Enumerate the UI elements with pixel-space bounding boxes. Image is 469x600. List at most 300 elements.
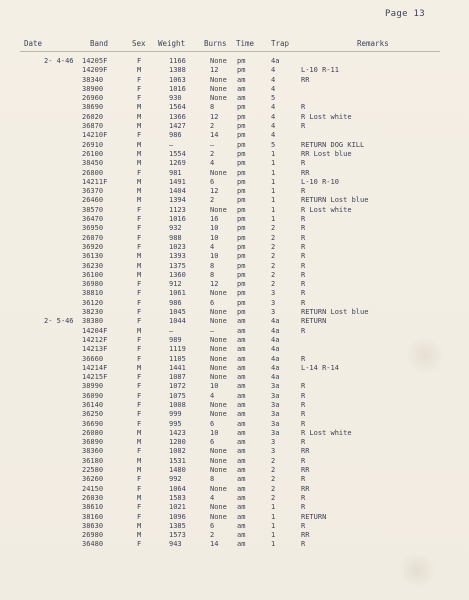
cell-trap: 4	[271, 103, 276, 112]
cell-time: am	[237, 521, 246, 530]
table-row	[0, 243, 469, 252]
cell-band: 36230	[82, 261, 104, 270]
cell-weight: 943	[169, 540, 182, 549]
cell-remarks: R	[301, 493, 306, 502]
cell-sex: F	[137, 224, 142, 233]
cell-trap: 4	[271, 84, 276, 93]
cell-band: 38380	[82, 317, 104, 326]
cell-burns: None	[210, 354, 227, 363]
cell-burns: None	[210, 447, 227, 456]
cell-burns: None	[210, 503, 227, 512]
table-row	[0, 355, 469, 364]
cell-band: 38230	[82, 308, 104, 317]
cell-trap: 4a	[271, 57, 280, 65]
cell-sex: F	[137, 419, 142, 428]
cell-weight: 932	[169, 224, 182, 233]
table-row	[0, 447, 469, 456]
cell-time: pm	[237, 140, 246, 149]
cell-time: am	[237, 373, 246, 382]
cell-sex: F	[137, 354, 142, 363]
cell-trap: 2	[271, 261, 276, 270]
cell-remarks: R	[301, 475, 306, 484]
cell-burns: 2	[210, 122, 215, 131]
cell-trap: 2	[271, 270, 276, 279]
cell-burns: None	[210, 410, 227, 419]
cell-sex: F	[137, 503, 142, 512]
cell-sex: F	[137, 168, 142, 177]
paper-stain	[395, 555, 440, 585]
cell-trap: 4a	[271, 354, 280, 363]
cell-trap: 4	[271, 66, 276, 75]
cell-time: am	[237, 326, 246, 335]
table-row	[0, 345, 469, 354]
cell-trap: 2	[271, 475, 276, 484]
table-row	[0, 317, 469, 326]
cell-remarks: R	[301, 224, 306, 233]
cell-trap: 4	[271, 122, 276, 131]
table-row	[0, 513, 469, 522]
cell-weight: 999	[169, 410, 182, 419]
header-remarks: Remarks	[357, 39, 389, 48]
table-row	[0, 401, 469, 410]
table-row	[0, 327, 469, 336]
table-row	[0, 196, 469, 205]
cell-sex: F	[137, 131, 142, 140]
cell-burns: None	[210, 75, 227, 84]
cell-remarks: R	[301, 419, 306, 428]
cell-burns: None	[210, 335, 227, 344]
table-row	[0, 382, 469, 391]
table-row	[0, 299, 469, 308]
cell-band: 14209F	[82, 66, 108, 75]
cell-sex: M	[137, 140, 142, 149]
cell-band: 14210F	[82, 131, 108, 140]
cell-time: am	[237, 335, 246, 344]
cell-weight: 1583	[169, 493, 186, 502]
cell-band: 26960	[82, 94, 104, 103]
cell-remarks: R Lost white	[301, 428, 352, 437]
cell-weight: —	[169, 140, 174, 149]
cell-trap: 3	[271, 298, 276, 307]
cell-band: 36980	[82, 280, 104, 289]
cell-trap: 3a	[271, 382, 280, 391]
cell-time: pm	[237, 103, 246, 112]
table-row	[0, 336, 469, 345]
cell-time: am	[237, 438, 246, 447]
cell-band: 26080	[82, 428, 104, 437]
cell-remarks: L-10 R-10	[301, 177, 339, 186]
cell-burns: 12	[210, 66, 219, 75]
cell-time: pm	[237, 149, 246, 158]
cell-weight: 1044	[169, 317, 186, 326]
cell-trap: 1	[271, 187, 276, 196]
cell-trap: 3a	[271, 391, 280, 400]
cell-remarks: R	[301, 280, 306, 289]
cell-band: 38360	[82, 447, 104, 456]
cell-remarks: RETURN Lost blue	[301, 308, 369, 317]
cell-band: 38450	[82, 159, 104, 168]
cell-remarks: RETURN	[301, 512, 327, 521]
table-row	[0, 373, 469, 382]
table-row	[0, 76, 469, 85]
cell-trap: 3	[271, 438, 276, 447]
cell-remarks: L-14 R-14	[301, 363, 339, 372]
cell-weight: 1531	[169, 456, 186, 465]
cell-burns: 10	[210, 233, 219, 242]
cell-trap: 2	[271, 484, 276, 493]
cell-weight: 1123	[169, 205, 186, 214]
cell-time: am	[237, 363, 246, 372]
cell-band: 36920	[82, 242, 104, 251]
table-row	[0, 271, 469, 280]
cell-burns: None	[210, 308, 227, 317]
cell-trap: 1	[271, 205, 276, 214]
cell-remarks: R Lost white	[301, 112, 352, 121]
header-burns: Burns	[204, 39, 227, 48]
table-row	[0, 187, 469, 196]
cell-remarks: R	[301, 456, 306, 465]
cell-band: 36690	[82, 419, 104, 428]
cell-remarks: R	[301, 540, 306, 549]
table-row	[0, 234, 469, 243]
cell-burns: None	[210, 363, 227, 372]
cell-band: 14205F	[82, 57, 108, 65]
cell-sex: M	[137, 521, 142, 530]
cell-remarks: RR	[301, 531, 310, 540]
cell-band: 26100	[82, 149, 104, 158]
cell-remarks: RETURN Lost blue	[301, 196, 369, 205]
cell-trap: 1	[271, 531, 276, 540]
cell-sex: M	[137, 177, 142, 186]
cell-time: pm	[237, 159, 246, 168]
page-number: Page 13	[384, 9, 425, 19]
cell-remarks: R	[301, 354, 306, 363]
cell-remarks: R	[301, 122, 306, 131]
cell-burns: None	[210, 289, 227, 298]
cell-remarks: RETURN DOG KILL	[301, 140, 365, 149]
cell-weight: 1480	[169, 466, 186, 475]
cell-band: 14213F	[82, 345, 108, 354]
cell-time: pm	[237, 252, 246, 261]
cell-burns: None	[210, 94, 227, 103]
cell-band: 38690	[82, 103, 104, 112]
table-row	[0, 410, 469, 419]
cell-remarks: RR	[301, 168, 310, 177]
cell-trap: 5	[271, 140, 276, 149]
cell-weight: 981	[169, 168, 182, 177]
cell-band: 36180	[82, 456, 104, 465]
cell-time: am	[237, 317, 246, 326]
cell-time: pm	[237, 57, 246, 65]
table-row	[0, 85, 469, 94]
cell-trap: 3a	[271, 400, 280, 409]
cell-sex: F	[137, 298, 142, 307]
cell-burns: —	[210, 326, 215, 335]
cell-time: pm	[237, 131, 246, 140]
cell-burns: None	[210, 512, 227, 521]
table-row	[0, 169, 469, 178]
cell-trap: 4	[271, 131, 276, 140]
cell-sex: F	[137, 540, 142, 549]
cell-burns: 4	[210, 159, 215, 168]
cell-sex: M	[137, 196, 142, 205]
cell-band: 38340	[82, 75, 104, 84]
cell-sex: F	[137, 215, 142, 224]
cell-remarks: R	[301, 326, 306, 335]
cell-weight: 1063	[169, 75, 186, 84]
cell-weight: 1366	[169, 112, 186, 121]
cell-time: pm	[237, 112, 246, 121]
cell-burns: None	[210, 84, 227, 93]
cell-band: 26910	[82, 140, 104, 149]
cell-burns: None	[210, 466, 227, 475]
cell-band: 36100	[82, 270, 104, 279]
table-row	[0, 522, 469, 531]
cell-trap: 4	[271, 75, 276, 84]
cell-sex: M	[137, 261, 142, 270]
cell-band: 36480	[82, 540, 104, 549]
cell-time: am	[237, 456, 246, 465]
cell-remarks: R	[301, 503, 306, 512]
table-row	[0, 308, 469, 317]
cell-weight: 1045	[169, 308, 186, 317]
table-row	[0, 475, 469, 484]
table-row	[0, 159, 469, 168]
cell-sex: F	[137, 289, 142, 298]
cell-burns: 4	[210, 242, 215, 251]
cell-sex: M	[137, 326, 142, 335]
header-rule	[20, 51, 440, 52]
cell-burns: 10	[210, 252, 219, 261]
table-row	[0, 94, 469, 103]
cell-time: am	[237, 382, 246, 391]
cell-remarks: RR Lost blue	[301, 149, 352, 158]
header-sex: Sex	[132, 39, 146, 48]
cell-time: am	[237, 428, 246, 437]
cell-burns: 6	[210, 177, 215, 186]
cell-sex: F	[137, 94, 142, 103]
cell-band: 26980	[82, 531, 104, 540]
cell-band: 38630	[82, 521, 104, 530]
cell-weight: 1564	[169, 103, 186, 112]
cell-burns: 12	[210, 280, 219, 289]
cell-band: 36370	[82, 187, 104, 196]
cell-band: 14214F	[82, 363, 108, 372]
cell-time: pm	[237, 168, 246, 177]
cell-weight: 1393	[169, 252, 186, 261]
table-row	[0, 122, 469, 131]
cell-burns: None	[210, 345, 227, 354]
cell-sex: M	[137, 149, 142, 158]
table-row	[0, 57, 469, 66]
cell-sex: M	[137, 112, 142, 121]
cell-trap: 2	[271, 466, 276, 475]
cell-sex: F	[137, 400, 142, 409]
cell-remarks: L-10 R-11	[301, 66, 339, 75]
table-header	[0, 39, 469, 49]
cell-trap: 4a	[271, 345, 280, 354]
cell-trap: 1	[271, 540, 276, 549]
cell-time: pm	[237, 205, 246, 214]
cell-time: pm	[237, 242, 246, 251]
cell-sex: F	[137, 475, 142, 484]
cell-band: 36470	[82, 215, 104, 224]
cell-weight: 1423	[169, 428, 186, 437]
cell-weight: 1105	[169, 354, 186, 363]
cell-trap: 3	[271, 447, 276, 456]
cell-trap: 2	[271, 280, 276, 289]
cell-burns: 8	[210, 475, 215, 484]
cell-weight: 1016	[169, 215, 186, 224]
cell-sex: F	[137, 410, 142, 419]
cell-time: am	[237, 94, 246, 103]
cell-weight: 1075	[169, 391, 186, 400]
cell-sex: M	[137, 363, 142, 372]
cell-remarks: R	[301, 382, 306, 391]
cell-weight: 1385	[169, 521, 186, 530]
cell-sex: F	[137, 280, 142, 289]
cell-sex: F	[137, 84, 142, 93]
cell-trap: 4a	[271, 335, 280, 344]
cell-weight: 1394	[169, 196, 186, 205]
cell-sex: F	[137, 233, 142, 242]
cell-weight: 988	[169, 233, 182, 242]
cell-band: 36090	[82, 391, 104, 400]
cell-sex: F	[137, 382, 142, 391]
cell-trap: 1	[271, 168, 276, 177]
cell-trap: 4a	[271, 373, 280, 382]
cell-trap: 3	[271, 289, 276, 298]
cell-sex: F	[137, 242, 142, 251]
cell-sex: F	[137, 205, 142, 214]
cell-trap: 2	[271, 224, 276, 233]
cell-sex: M	[137, 187, 142, 196]
cell-remarks: R	[301, 438, 306, 447]
cell-weight: 1008	[169, 400, 186, 409]
cell-time: am	[237, 512, 246, 521]
cell-weight: 1021	[169, 503, 186, 512]
cell-band: 36870	[82, 122, 104, 131]
cell-time: am	[237, 475, 246, 484]
cell-sex: F	[137, 391, 142, 400]
cell-band: 14215F	[82, 373, 108, 382]
table-row	[0, 150, 469, 159]
cell-weight: —	[169, 326, 174, 335]
cell-sex: M	[137, 66, 142, 75]
table-row	[0, 392, 469, 401]
table-row	[0, 131, 469, 140]
cell-time: pm	[237, 196, 246, 205]
cell-time: am	[237, 493, 246, 502]
cell-sex: M	[137, 531, 142, 540]
cell-sex: M	[137, 252, 142, 261]
cell-trap: 3a	[271, 419, 280, 428]
cell-band: 36660	[82, 354, 104, 363]
cell-burns: None	[210, 168, 227, 177]
cell-time: am	[237, 75, 246, 84]
cell-band: 38810	[82, 289, 104, 298]
cell-time: am	[237, 466, 246, 475]
cell-band: 36130	[82, 252, 104, 261]
cell-burns: —	[210, 140, 215, 149]
cell-time: pm	[237, 187, 246, 196]
cell-trap: 2	[271, 493, 276, 502]
cell-time: pm	[237, 280, 246, 289]
cell-time: am	[237, 540, 246, 549]
cell-band: 38160	[82, 512, 104, 521]
cell-weight: 1061	[169, 289, 186, 298]
cell-weight: 930	[169, 94, 182, 103]
cell-time: pm	[237, 215, 246, 224]
table-row	[0, 457, 469, 466]
cell-trap: 4	[271, 112, 276, 121]
cell-burns: 4	[210, 391, 215, 400]
cell-weight: 1023	[169, 242, 186, 251]
records-table-body	[0, 57, 469, 550]
cell-sex: M	[137, 159, 142, 168]
cell-band: 36890	[82, 438, 104, 447]
cell-weight: 1082	[169, 447, 186, 456]
table-row	[0, 66, 469, 75]
cell-trap: 2	[271, 242, 276, 251]
cell-trap: 3a	[271, 428, 280, 437]
cell-remarks: R	[301, 159, 306, 168]
header-weight: Weight	[158, 39, 186, 48]
cell-sex: F	[137, 373, 142, 382]
cell-weight: 1119	[169, 345, 186, 354]
cell-trap: 3a	[271, 410, 280, 419]
cell-burns: 2	[210, 149, 215, 158]
cell-burns: 2	[210, 196, 215, 205]
cell-time: am	[237, 484, 246, 493]
cell-burns: None	[210, 484, 227, 493]
cell-time: am	[237, 400, 246, 409]
table-row	[0, 215, 469, 224]
cell-weight: 1166	[169, 57, 186, 65]
cell-time: pm	[237, 308, 246, 317]
cell-sex: M	[137, 122, 142, 131]
cell-remarks: R	[301, 270, 306, 279]
header-band: Band	[90, 39, 109, 48]
cell-band: 38900	[82, 84, 104, 93]
cell-band: 36260	[82, 475, 104, 484]
table-row	[0, 224, 469, 233]
cell-burns: 12	[210, 187, 219, 196]
cell-burns: 10	[210, 224, 219, 233]
cell-burns: 6	[210, 438, 215, 447]
cell-burns: 4	[210, 493, 215, 502]
cell-remarks: R	[301, 187, 306, 196]
cell-trap: 3	[271, 308, 276, 317]
cell-remarks: R	[301, 410, 306, 419]
cell-time: am	[237, 391, 246, 400]
cell-trap: 4a	[271, 363, 280, 372]
cell-band: 14212F	[82, 335, 108, 344]
cell-band: 38610	[82, 503, 104, 512]
cell-weight: 1375	[169, 261, 186, 270]
cell-remarks: RR	[301, 447, 310, 456]
cell-trap: 1	[271, 503, 276, 512]
table-row	[0, 289, 469, 298]
cell-remarks: R	[301, 400, 306, 409]
cell-time: am	[237, 503, 246, 512]
header-trap: Trap	[271, 39, 290, 48]
cell-weight: 1064	[169, 484, 186, 493]
cell-trap: 4a	[271, 317, 280, 326]
cell-time: am	[237, 354, 246, 363]
cell-band: 38990	[82, 382, 104, 391]
cell-band: 14211F	[82, 177, 108, 186]
